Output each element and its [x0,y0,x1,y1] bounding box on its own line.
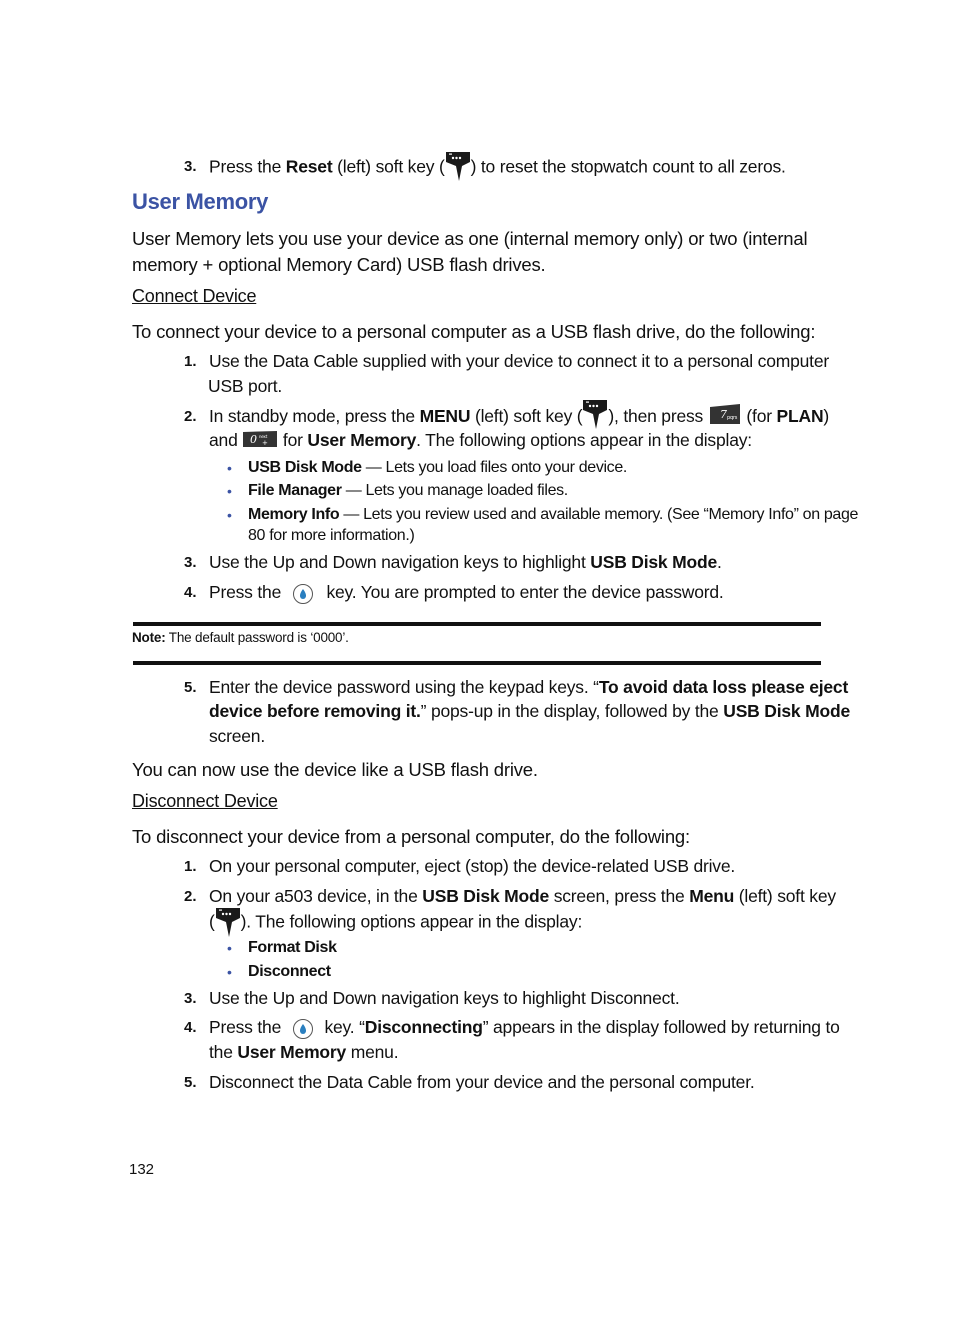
text: . The following options appear in the display: [416,430,752,450]
note-label: Note: [132,630,166,645]
step-number: 3. [184,158,197,175]
note-text: The default password is ‘0000’. [165,630,349,645]
intro-line: User Memory lets you use your device as one (internal memory only) or two (internal [132,228,808,249]
step-text [209,1015,840,1040]
bullet-item: Disconnect [248,963,331,980]
step-number: 1. [184,353,197,370]
text: (left) soft key ( [470,406,583,426]
svg-text:7: 7 [719,408,727,422]
text: and [209,430,243,450]
bullet: • [227,507,232,523]
step-number: 5. [184,679,197,696]
bullet: • [227,940,232,956]
step-text: Use the Up and Down navigation keys to highlight Disconnect. [209,988,680,1008]
bullet-item-continued: 80 for more information.) [248,527,415,544]
subheading-disconnect-device: Disconnect Device [132,791,278,811]
bullet-item [248,504,858,525]
note-rule-bottom [133,661,821,665]
text: ) to reset the stopwatch count to all zeros. [470,156,786,177]
bullet: • [227,964,232,980]
text-bold: To avoid data loss please eject [598,677,849,697]
text: menu. [346,1042,399,1062]
page-number: 132 [129,1161,155,1178]
text-bold: Reset [285,156,333,177]
text: . [717,552,722,572]
ok-key-icon [292,583,314,605]
text-bold: USB Disk Mode [248,459,362,476]
step-text [209,675,848,700]
left-soft-key-icon [215,906,241,938]
step-text [209,699,850,724]
text-bold: device before removing it. [209,701,421,721]
left-soft-key-icon [445,150,471,182]
text: In standby mode, press the [209,406,420,426]
text-bold: File Manager [248,482,342,499]
step-text [209,428,752,453]
7-pqrs-key-icon [708,403,742,425]
step-number: 1. [184,858,197,875]
disconnect-lead: To disconnect your device from a personal computer, do the following: [132,826,690,847]
text: ( [209,911,215,932]
step-text [209,404,829,430]
step-text: On your personal computer, eject (stop) the device-related USB drive. [209,856,736,876]
intro-line: memory + optional Memory Card) USB flash drives. [132,254,546,275]
text-bold: USB Disk Mode [590,552,718,572]
section-heading: User Memory [132,189,269,214]
text: — Lets you review used and available memory. (See “Memory Info” on page [339,506,859,523]
text: ) [823,406,830,426]
step-text [209,1040,398,1065]
step-text [209,550,722,575]
text: — Lets you load files onto your device. [361,459,627,476]
step-number: 3. [184,990,197,1007]
bullet-item: Format Disk [248,939,337,956]
text: On your a503 device, in the [209,886,423,906]
bullet-item [248,480,568,501]
svg-text:0: 0 [250,433,258,447]
svg-text:pqrs: pqrs [726,415,737,422]
text: Enter the device password using the keypad keys. “ [209,677,599,697]
step-number: 4. [184,584,197,601]
text: ), then press [608,406,708,426]
bullet: • [227,460,232,476]
text: Press the [209,1017,286,1037]
text: key. “ [319,1017,365,1037]
text: — Lets you manage loaded files. [341,482,568,499]
text: Press the [209,582,286,602]
step-text [209,154,786,182]
svg-text:next: next [259,434,268,440]
text: ” appears in the display followed by returning to [482,1017,840,1037]
text: for [278,430,308,450]
text: (left) soft key ( [332,156,445,177]
step-text [209,884,836,909]
text: key. You are prompted to enter the device password. [321,582,724,602]
text: Press the [209,156,286,177]
step-text: USB port. [208,376,283,396]
text-bold: User Memory [237,1042,347,1062]
note-rule-top [133,622,821,626]
text-bold: USB Disk Mode [723,701,850,721]
text-bold: Memory Info [248,506,340,523]
step-text [209,908,582,938]
bullet: • [227,483,232,499]
text-bold: USB Disk Mode [422,886,550,906]
connect-lead: To connect your device to a personal computer as a USB flash drive, do the following: [132,321,816,342]
text-bold: MENU [419,406,471,426]
step-text: screen. [209,726,265,746]
step-number: 5. [184,1074,197,1091]
bullet-item [248,457,627,478]
step-number: 3. [184,554,197,571]
text: ” pops-up in the display, followed by the [420,701,724,721]
text-bold: Disconnecting [364,1017,483,1037]
text: the [209,1042,238,1062]
subheading-connect-device: Connect Device [132,286,257,306]
left-soft-key-icon [582,398,608,430]
step-number: 2. [184,888,197,905]
step-text: Use the Data Cable supplied with your device to connect it to a personal computer [209,351,829,371]
text-bold: PLAN [776,406,824,426]
text-bold: Menu [689,886,735,906]
step-number: 2. [184,408,197,425]
ok-key-icon [292,1018,314,1040]
text: (left) soft key [734,886,836,906]
step-number: 4. [184,1019,197,1036]
step-text [209,580,724,605]
after-text: You can now use the device like a USB flash drive. [132,759,538,780]
note [132,630,349,645]
step-text: Disconnect the Data Cable from your device and the personal computer. [209,1072,755,1092]
text: (for [741,406,777,426]
svg-text:+: + [262,439,268,448]
text: ). The following options appear in the display: [240,911,583,932]
text: Use the Up and Down navigation keys to highlight [209,552,591,572]
0-next-key-icon [242,430,278,448]
text: screen, press the [549,886,690,906]
text-bold: User Memory [307,430,417,450]
